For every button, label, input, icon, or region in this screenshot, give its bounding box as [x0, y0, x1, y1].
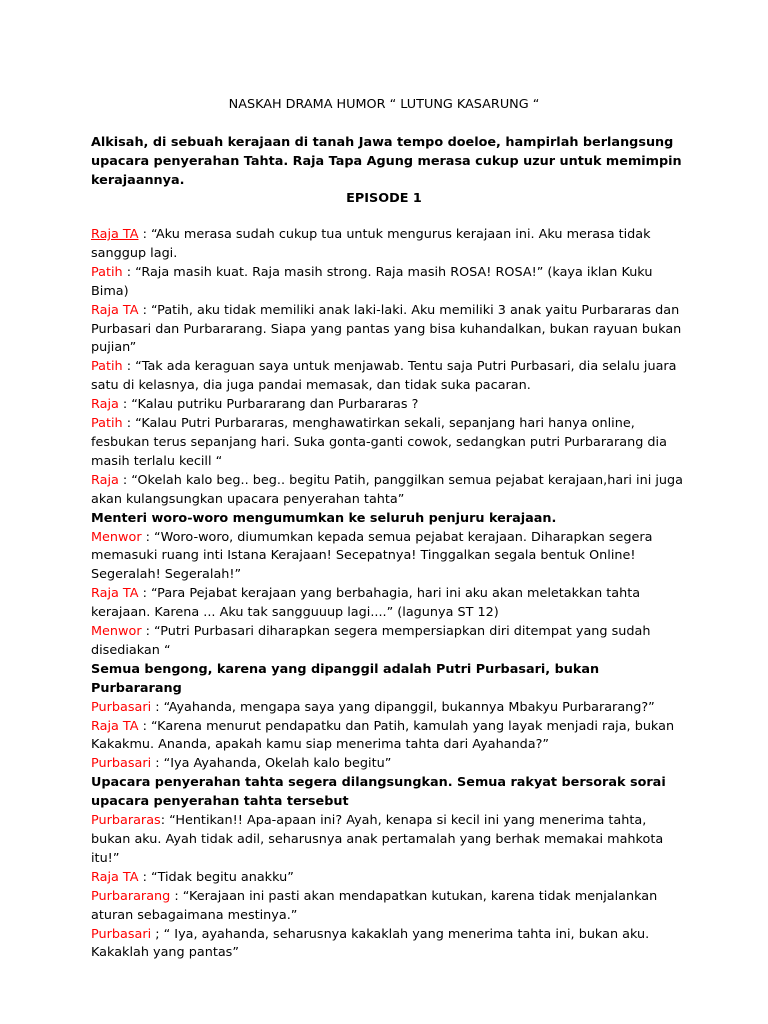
dialogue-line: [91, 585, 687, 623]
speaker-name: Patih: [91, 359, 123, 375]
dialogue-line: [91, 699, 687, 718]
dialogue-line: [91, 812, 687, 869]
narration-line: [91, 510, 687, 529]
intro-paragraph: Alkisah, di sebuah kerajaan di tanah Jawa tempo doeloe, hampirlah berlangsung upacara penyerahan Tahta. Raja Tapa Agung merasa cukup uzur untuk memimpin kerajaannya.: [91, 135, 682, 188]
dialogue-line: [91, 718, 687, 756]
narration-text: Menteri woro-woro mengumumkan ke seluruh penjuru kerajaan.: [91, 510, 557, 526]
narration-text: Upacara penyerahan tahta segera dilangsungkan. Semua rakyat bersorak sorai upacara penyerahan tahta tersebut: [91, 775, 666, 810]
narration-line: [91, 774, 687, 812]
speaker-name: Menwor: [91, 624, 142, 640]
speaker-name: Menwor: [91, 529, 142, 545]
dialogue-line: [91, 869, 687, 888]
dialogue-line: [91, 472, 687, 510]
speaker-name: Raja TA: [91, 869, 139, 885]
speaker-name: Raja: [91, 397, 119, 413]
dialogue-text: : “Tidak begitu anakku”: [138, 869, 294, 885]
dialogue-text: : “Putri Purbasari diharapkan segera mempersiapkan diri ditempat yang sudah disediakan “: [91, 624, 651, 658]
dialogue-text: : “Tak ada keraguan saya untuk menjawab. Tentu saja Putri Purbasari, dia selalu juara satu di kelasnya, dia juga pandai memasak, dan tidak suka pacaran.: [91, 359, 677, 394]
dialogue-text: ; “ Iya, ayahanda, seharusnya kakaklah yang menerima tahta ini, bukan aku. Kakaklah yang pantas”: [91, 926, 650, 961]
dialogue-text: : “Aku merasa sudah cukup tua untuk mengurus kerajaan ini. Aku merasa tidak sanggup lagi.: [91, 227, 651, 261]
speaker-name: Patih: [91, 264, 123, 280]
dialogue-text: : “Woro-woro, diumumkan kepada semua pejabat kerajaan. Diharapkan segera memasuki ruang inti Istana Kerajaan! Secepatnya! Tinggalkan segala bentuk Online! Segeralah! Segeralah!”: [91, 529, 653, 583]
dialogue-line: [91, 529, 687, 586]
speaker-name: Raja TA: [91, 302, 139, 318]
speaker-name: Purbasari: [91, 699, 152, 715]
dialogue-line: [91, 302, 687, 359]
document-title: NASKAH DRAMA HUMOR “ LUTUNG KASARUNG “: [228, 97, 540, 112]
dialogue-text: : “Patih, aku tidak memiliki anak laki-laki. Aku memiliki 3 anak yaitu Purbararas dan Purbasari dan Purbararang. Siapa yang pantas yang bisa kuhandalkan, bukan rayuan bukan pujian”: [91, 302, 682, 356]
dialogue-line: [91, 926, 687, 964]
dialogue-text: : “Hentikan!! Apa-apaan ini? Ayah, kenapa si kecil ini yang menerima tahta, bukan aku. Ayah tidak adil, seharusnya anak pertamalah yang berhak memakai mahkota itu!”: [91, 813, 664, 866]
dialogue-line: [91, 755, 687, 774]
dialogue-text: : “Iya Ayahanda, Okelah kalo begitu”: [151, 756, 392, 772]
speaker-name: Raja TA: [91, 586, 139, 602]
dialogue-text: : “Karena menurut pendapatku dan Patih, kamulah yang layak menjadi raja, bukan Kakakmu. Ananda, apakah kamu siap menerima tahta dari Ayahanda?”: [91, 718, 675, 753]
dialogue-text: : “Kalau putriku Purbararang dan Purbararas ?: [118, 397, 419, 413]
dialogue-text: : “Okelah kalo beg.. beg.. begitu Patih, panggilkan semua pejabat kerajaan,hari ini juga akan kulangsungkan upacara penyerahan tahta”: [91, 472, 683, 507]
dialogue-text: : “Raja masih kuat. Raja masih strong. Raja masih ROSA! ROSA!” (kaya iklan Kuku Bima): [91, 264, 653, 299]
dialogue-text: : “Ayahanda, mengapa saya yang dipanggil, bukannya Mbakyu Purbararang?”: [151, 699, 655, 715]
dialogue-line: [91, 264, 687, 302]
dialogue-text: : “Kerajaan ini pasti akan mendapatkan kutukan, karena tidak menjalankan aturan sebagaimana mestinya.”: [91, 888, 658, 923]
speaker-name: Raja: [91, 472, 119, 488]
dialogue-text: : “Para Pejabat kerajaan yang berbahagia, hari ini aku akan meletakkan tahta kerajaan. Karena ... Aku tak sangguuup lagi....” (lagunya ST 12): [91, 586, 641, 621]
episode-heading: EPISODE 1: [346, 191, 422, 206]
speaker-name: Purbasari: [91, 926, 152, 942]
dialogue-line: [91, 226, 687, 264]
speaker-name: Purbararas: [91, 813, 161, 829]
speaker-name: Purbararang: [91, 888, 171, 904]
dialogue-line: [91, 358, 687, 396]
dialogue-line: [91, 415, 687, 472]
narration-text: Semua bengong, karena yang dipanggil adalah Putri Purbasari, bukan Purbararang: [91, 661, 600, 696]
speaker-name: Raja TA: [91, 227, 139, 242]
dialogue-line: [91, 623, 687, 661]
dialogue-line: [91, 396, 687, 415]
script-body: [91, 226, 687, 963]
dialogue-text: : “Kalau Putri Purbararas, menghawatirkan sekali, sepanjang hari hanya online, fesbukan terus sepanjang hari. Suka gonta-ganti cowok, sedangkan putri Purbararang dia masih terlalu kecill “: [91, 416, 667, 469]
speaker-name: Raja TA: [91, 718, 139, 734]
speaker-name: Patih: [91, 416, 123, 432]
dialogue-line: [91, 888, 687, 926]
speaker-name: Purbasari: [91, 756, 152, 772]
narration-line: [91, 661, 687, 699]
